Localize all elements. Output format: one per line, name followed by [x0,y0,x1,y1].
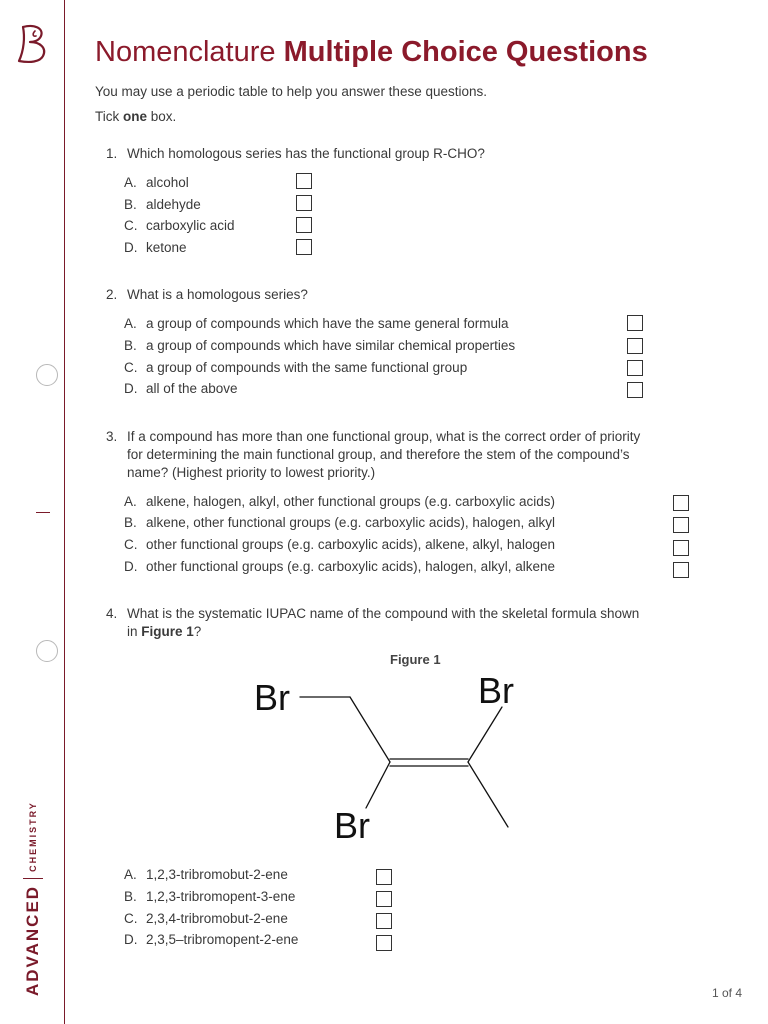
punch-hole [36,364,58,386]
bromine-atom-3: Br [334,805,370,846]
bromine-atom-2: Br [478,670,514,711]
page-title [95,36,648,69]
option-2d: D. all of the above [124,381,238,396]
checkbox-3c[interactable] [673,540,689,556]
brand-name: ADVANCED [23,884,42,996]
question-text-line-1: What is the systematic IUPAC name of the compound with the skeletal formula shown [127,606,640,621]
question-text: Which homologous series has the functional group R-CHO? [127,146,485,161]
checkbox-4b[interactable] [376,891,392,907]
checkbox-4a[interactable] [376,869,392,885]
fold-mark [36,512,50,513]
brand-subject: CHEMISTRY [28,801,38,872]
option-3a: A. alkene, halogen, alkyl, other functional groups (e.g. carboxylic acids) [124,494,555,509]
intro-line-1: You may use a periodic table to help you answer these questions. [95,84,488,99]
margin-line [64,0,65,1024]
intro-tick-post: box. [147,109,177,124]
checkbox-2a[interactable] [627,315,643,331]
checkbox-3d[interactable] [673,562,689,578]
checkbox-4d[interactable] [376,935,392,951]
brand-divider [23,878,43,879]
checkbox-1a[interactable] [296,173,312,189]
option-2c: C. a group of compounds with the same functional group [124,360,468,375]
question-text-line-1: If a compound has more than one functional group, what is the correct order of priority [127,429,641,444]
option-4a: A. 1,2,3-tribromobut-2-ene [124,867,288,882]
option-3c: C. other functional groups (e.g. carboxylic acids), alkene, alkyl, halogen [124,537,555,552]
question-text: What is a homologous series? [127,287,308,302]
brand-wordmark [22,790,44,1000]
question-number: 3. [106,429,118,444]
b-logo-icon [14,22,50,66]
title-bold: Multiple Choice Questions [283,36,648,68]
question-number: 4. [106,606,118,621]
option-1d: D. ketone [124,240,187,255]
option-1b: B. aldehyde [124,197,201,212]
title-regular: Nomenclature [95,36,284,68]
checkbox-3a[interactable] [673,495,689,511]
checkbox-1d[interactable] [296,239,312,255]
question-number: 2. [106,287,118,302]
intro-tick-bold: one [123,109,148,124]
intro-line-2 [95,109,176,124]
option-1a: A. alcohol [124,175,189,190]
option-2b: B. a group of compounds which have similar chemical properties [124,338,516,353]
checkbox-1b[interactable] [296,195,312,211]
option-3b: B. alkene, other functional groups (e.g. carboxylic acids), halogen, alkyl [124,515,555,530]
option-1c: C. carboxylic acid [124,218,235,233]
checkbox-2c[interactable] [627,360,643,376]
skeletal-formula-figure [240,665,540,850]
option-3d: D. other functional groups (e.g. carboxylic acids), halogen, alkyl, alkene [124,559,555,574]
option-2a: A. a group of compounds which have the same general formula [124,316,509,331]
intro-tick-pre: Tick [95,109,123,124]
punch-hole [36,640,58,662]
page-number: 1 of 4 [711,986,742,1000]
option-4d: D. 2,3,5–tribromopent-2-ene [124,932,299,947]
figure-label: Figure 1 [390,652,441,667]
checkbox-3b[interactable] [673,517,689,533]
option-4b: B. 1,2,3-tribromopent-3-ene [124,889,296,904]
checkbox-1c[interactable] [296,217,312,233]
bromine-atom-1: Br [254,677,290,718]
question-number: 1. [106,146,118,161]
checkbox-2b[interactable] [627,338,643,354]
option-4c: C. 2,3,4-tribromobut-2-ene [124,911,288,926]
checkbox-4c[interactable] [376,913,392,929]
figure-ref: Figure 1 [141,624,194,639]
checkbox-2d[interactable] [627,382,643,398]
